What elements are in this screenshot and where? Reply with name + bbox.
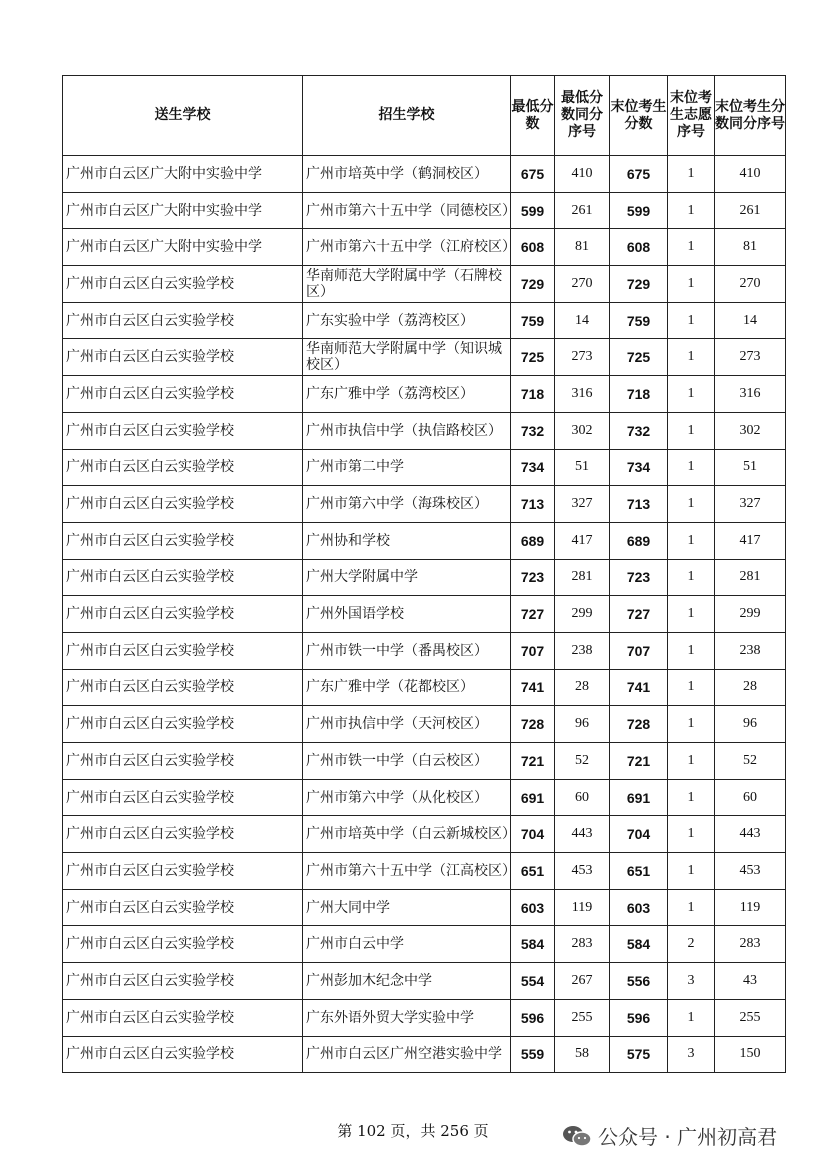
sending-school-cell: 广州市白云区广大附中实验中学 (63, 192, 303, 229)
table-row (63, 266, 786, 303)
min-score-rank-cell: 283 (555, 926, 610, 963)
last-score-rank-cell: 51 (715, 449, 786, 486)
sending-school-cell: 广州市白云区白云实验学校 (63, 522, 303, 559)
admission-table (62, 75, 786, 1073)
table-row (63, 376, 786, 413)
last-score-cell: 729 (610, 266, 668, 303)
sending-school-cell: 广州市白云区白云实验学校 (63, 596, 303, 633)
last-score-rank-cell: 28 (715, 669, 786, 706)
last-score-cell: 704 (610, 816, 668, 853)
sending-school-cell: 广州市白云区白云实验学校 (63, 1036, 303, 1073)
table-row (63, 779, 786, 816)
last-choice-order-cell: 1 (668, 743, 715, 780)
min-score-rank-cell: 52 (555, 743, 610, 780)
min-score-rank-cell: 261 (555, 192, 610, 229)
last-score-rank-cell: 281 (715, 559, 786, 596)
admitting-school-cell: 广东广雅中学（荔湾校区） (303, 376, 511, 413)
last-score-cell: 759 (610, 302, 668, 339)
last-choice-order-cell: 1 (668, 486, 715, 523)
last-score-rank-cell: 119 (715, 889, 786, 926)
last-choice-order-cell: 1 (668, 339, 715, 376)
header-last-score: 末位考生分数 (610, 76, 668, 156)
last-score-cell: 599 (610, 192, 668, 229)
admitting-school-cell: 广州彭加木纪念中学 (303, 963, 511, 1000)
sending-school-cell: 广州市白云区白云实验学校 (63, 999, 303, 1036)
min-score-rank-cell: 96 (555, 706, 610, 743)
header-admitting-school: 招生学校 (303, 76, 511, 156)
admitting-school-cell: 广州市铁一中学（番禺校区） (303, 632, 511, 669)
min-score-rank-cell: 60 (555, 779, 610, 816)
min-score-rank-cell: 316 (555, 376, 610, 413)
table-row (63, 412, 786, 449)
last-choice-order-cell: 1 (668, 522, 715, 559)
last-choice-order-cell: 1 (668, 596, 715, 633)
table-row (63, 816, 786, 853)
admitting-school-cell: 广州外国语学校 (303, 596, 511, 633)
min-score-rank-cell: 14 (555, 302, 610, 339)
last-score-rank-cell: 96 (715, 706, 786, 743)
last-choice-order-cell: 3 (668, 963, 715, 1000)
min-score-rank-cell: 270 (555, 266, 610, 303)
min-score-rank-cell: 273 (555, 339, 610, 376)
min-score-cell: 691 (511, 779, 555, 816)
sending-school-cell: 广州市白云区白云实验学校 (63, 376, 303, 413)
min-score-cell: 584 (511, 926, 555, 963)
last-choice-order-cell: 1 (668, 412, 715, 449)
sending-school-cell: 广州市白云区白云实验学校 (63, 706, 303, 743)
last-score-cell: 675 (610, 156, 668, 193)
last-choice-order-cell: 1 (668, 156, 715, 193)
last-score-cell: 556 (610, 963, 668, 1000)
last-score-cell: 689 (610, 522, 668, 559)
sending-school-cell: 广州市白云区白云实验学校 (63, 302, 303, 339)
sending-school-cell: 广州市白云区白云实验学校 (63, 632, 303, 669)
last-choice-order-cell: 1 (668, 889, 715, 926)
table-row (63, 449, 786, 486)
last-score-cell: 728 (610, 706, 668, 743)
min-score-cell: 723 (511, 559, 555, 596)
admitting-school-cell: 广州市第六十五中学（江府校区） (303, 229, 511, 266)
sending-school-cell: 广州市白云区白云实验学校 (63, 449, 303, 486)
last-score-cell: 718 (610, 376, 668, 413)
last-score-cell: 734 (610, 449, 668, 486)
sending-school-cell: 广州市白云区白云实验学校 (63, 926, 303, 963)
admitting-school-cell: 广州市第二中学 (303, 449, 511, 486)
last-score-cell: 707 (610, 632, 668, 669)
min-score-cell: 596 (511, 999, 555, 1036)
table-row (63, 339, 786, 376)
sending-school-cell: 广州市白云区白云实验学校 (63, 669, 303, 706)
last-score-cell: 713 (610, 486, 668, 523)
last-choice-order-cell: 1 (668, 669, 715, 706)
last-score-rank-cell: 14 (715, 302, 786, 339)
admitting-school-cell: 广州市第六十五中学（江高校区） (303, 853, 511, 890)
admitting-school-cell: 广州市铁一中学（白云校区） (303, 743, 511, 780)
last-choice-order-cell: 1 (668, 853, 715, 890)
admitting-school-cell: 华南师范大学附属中学（石牌校区） (303, 266, 511, 303)
last-score-cell: 651 (610, 853, 668, 890)
table-row (63, 522, 786, 559)
last-choice-order-cell: 1 (668, 559, 715, 596)
sending-school-cell: 广州市白云区白云实验学校 (63, 816, 303, 853)
min-score-cell: 603 (511, 889, 555, 926)
admitting-school-cell: 华南师范大学附属中学（知识城校区） (303, 339, 511, 376)
sending-school-cell: 广州市白云区广大附中实验中学 (63, 156, 303, 193)
last-score-rank-cell: 255 (715, 999, 786, 1036)
table-row (63, 669, 786, 706)
min-score-rank-cell: 267 (555, 963, 610, 1000)
last-score-rank-cell: 150 (715, 1036, 786, 1073)
last-score-cell: 691 (610, 779, 668, 816)
min-score-cell: 729 (511, 266, 555, 303)
table-row (63, 853, 786, 890)
last-score-rank-cell: 443 (715, 816, 786, 853)
sending-school-cell: 广州市白云区白云实验学校 (63, 963, 303, 1000)
header-last-score-rank: 末位考生分数同分序号 (715, 76, 786, 156)
last-score-cell: 608 (610, 229, 668, 266)
admitting-school-cell: 广东实验中学（荔湾校区） (303, 302, 511, 339)
table-row (63, 706, 786, 743)
min-score-rank-cell: 255 (555, 999, 610, 1036)
last-score-rank-cell: 302 (715, 412, 786, 449)
min-score-cell: 707 (511, 632, 555, 669)
min-score-rank-cell: 299 (555, 596, 610, 633)
table-row (63, 302, 786, 339)
last-score-cell: 596 (610, 999, 668, 1036)
min-score-cell: 554 (511, 963, 555, 1000)
admitting-school-cell: 广州市第六十五中学（同德校区） (303, 192, 511, 229)
last-score-rank-cell: 417 (715, 522, 786, 559)
min-score-cell: 718 (511, 376, 555, 413)
last-choice-order-cell: 1 (668, 376, 715, 413)
min-score-rank-cell: 281 (555, 559, 610, 596)
min-score-cell: 741 (511, 669, 555, 706)
min-score-cell: 651 (511, 853, 555, 890)
min-score-rank-cell: 81 (555, 229, 610, 266)
watermark-text: 公众号 · 广州初高君 (598, 1125, 778, 1149)
sending-school-cell: 广州市白云区白云实验学校 (63, 889, 303, 926)
min-score-rank-cell: 443 (555, 816, 610, 853)
table-row (63, 999, 786, 1036)
admitting-school-cell: 广州大同中学 (303, 889, 511, 926)
admitting-school-cell: 广州市执信中学（天河校区） (303, 706, 511, 743)
last-score-cell: 603 (610, 889, 668, 926)
last-score-rank-cell: 52 (715, 743, 786, 780)
header-sending-school: 送生学校 (63, 76, 303, 156)
last-score-rank-cell: 60 (715, 779, 786, 816)
table-row (63, 559, 786, 596)
last-choice-order-cell: 1 (668, 999, 715, 1036)
min-score-rank-cell: 453 (555, 853, 610, 890)
last-score-rank-cell: 316 (715, 376, 786, 413)
sending-school-cell: 广州市白云区白云实验学校 (63, 853, 303, 890)
last-choice-order-cell: 1 (668, 192, 715, 229)
sending-school-cell: 广州市白云区白云实验学校 (63, 412, 303, 449)
sending-school-cell: 广州市白云区白云实验学校 (63, 486, 303, 523)
last-score-cell: 584 (610, 926, 668, 963)
last-score-rank-cell: 43 (715, 963, 786, 1000)
sending-school-cell: 广州市白云区白云实验学校 (63, 266, 303, 303)
min-score-rank-cell: 119 (555, 889, 610, 926)
admitting-school-cell: 广东外语外贸大学实验中学 (303, 999, 511, 1036)
min-score-cell: 689 (511, 522, 555, 559)
min-score-rank-cell: 302 (555, 412, 610, 449)
admitting-school-cell: 广州市执信中学（执信路校区） (303, 412, 511, 449)
sending-school-cell: 广州市白云区白云实验学校 (63, 339, 303, 376)
table-row (63, 596, 786, 633)
admitting-school-cell: 广州市第六中学（从化校区） (303, 779, 511, 816)
last-score-cell: 727 (610, 596, 668, 633)
last-score-rank-cell: 299 (715, 596, 786, 633)
min-score-cell: 725 (511, 339, 555, 376)
min-score-cell: 728 (511, 706, 555, 743)
last-choice-order-cell: 1 (668, 816, 715, 853)
watermark (562, 1121, 777, 1150)
min-score-cell: 759 (511, 302, 555, 339)
page-number: 第 102 页，共 256 页 (337, 1122, 489, 1140)
table-row (63, 926, 786, 963)
last-score-rank-cell: 410 (715, 156, 786, 193)
table-row (63, 743, 786, 780)
min-score-cell: 727 (511, 596, 555, 633)
admitting-school-cell: 广州市培英中学（鹤洞校区） (303, 156, 511, 193)
last-score-rank-cell: 81 (715, 229, 786, 266)
last-choice-order-cell: 2 (668, 926, 715, 963)
sending-school-cell: 广州市白云区白云实验学校 (63, 779, 303, 816)
min-score-rank-cell: 410 (555, 156, 610, 193)
table-row (63, 156, 786, 193)
table-row (63, 192, 786, 229)
admitting-school-cell: 广州大学附属中学 (303, 559, 511, 596)
sending-school-cell: 广州市白云区白云实验学校 (63, 559, 303, 596)
min-score-rank-cell: 327 (555, 486, 610, 523)
table-row (63, 229, 786, 266)
last-score-rank-cell: 327 (715, 486, 786, 523)
last-choice-order-cell: 3 (668, 1036, 715, 1073)
last-score-rank-cell: 273 (715, 339, 786, 376)
min-score-cell: 713 (511, 486, 555, 523)
admitting-school-cell: 广州协和学校 (303, 522, 511, 559)
last-score-cell: 723 (610, 559, 668, 596)
min-score-cell: 734 (511, 449, 555, 486)
last-score-rank-cell: 261 (715, 192, 786, 229)
min-score-cell: 732 (511, 412, 555, 449)
last-choice-order-cell: 1 (668, 706, 715, 743)
min-score-rank-cell: 28 (555, 669, 610, 706)
header-min-score-rank: 最低分数同分序号 (555, 76, 610, 156)
last-choice-order-cell: 1 (668, 266, 715, 303)
last-score-cell: 725 (610, 339, 668, 376)
last-choice-order-cell: 1 (668, 632, 715, 669)
admitting-school-cell: 广东广雅中学（花都校区） (303, 669, 511, 706)
sending-school-cell: 广州市白云区白云实验学校 (63, 743, 303, 780)
min-score-rank-cell: 51 (555, 449, 610, 486)
min-score-rank-cell: 58 (555, 1036, 610, 1073)
last-score-cell: 732 (610, 412, 668, 449)
table-row (63, 889, 786, 926)
min-score-cell: 599 (511, 192, 555, 229)
last-score-rank-cell: 453 (715, 853, 786, 890)
last-choice-order-cell: 1 (668, 779, 715, 816)
last-score-cell: 575 (610, 1036, 668, 1073)
min-score-rank-cell: 417 (555, 522, 610, 559)
min-score-cell: 721 (511, 743, 555, 780)
table-row (63, 1036, 786, 1073)
last-score-cell: 721 (610, 743, 668, 780)
sending-school-cell: 广州市白云区广大附中实验中学 (63, 229, 303, 266)
min-score-cell: 704 (511, 816, 555, 853)
last-choice-order-cell: 1 (668, 229, 715, 266)
table-row (63, 486, 786, 523)
admitting-school-cell: 广州市白云区广州空港实验中学 (303, 1036, 511, 1073)
table-header-row (63, 76, 786, 156)
min-score-rank-cell: 238 (555, 632, 610, 669)
last-choice-order-cell: 1 (668, 449, 715, 486)
last-score-rank-cell: 238 (715, 632, 786, 669)
table-row (63, 963, 786, 1000)
min-score-cell: 608 (511, 229, 555, 266)
last-choice-order-cell: 1 (668, 302, 715, 339)
table-row (63, 632, 786, 669)
admitting-school-cell: 广州市白云中学 (303, 926, 511, 963)
last-score-cell: 741 (610, 669, 668, 706)
last-score-rank-cell: 283 (715, 926, 786, 963)
min-score-cell: 675 (511, 156, 555, 193)
admitting-school-cell: 广州市培英中学（白云新城校区） (303, 816, 511, 853)
wechat-icon (562, 1124, 592, 1148)
last-score-rank-cell: 270 (715, 266, 786, 303)
header-min-score: 最低分数 (511, 76, 555, 156)
admitting-school-cell: 广州市第六中学（海珠校区） (303, 486, 511, 523)
header-last-choice-order: 末位考生志愿序号 (668, 76, 715, 156)
min-score-cell: 559 (511, 1036, 555, 1073)
